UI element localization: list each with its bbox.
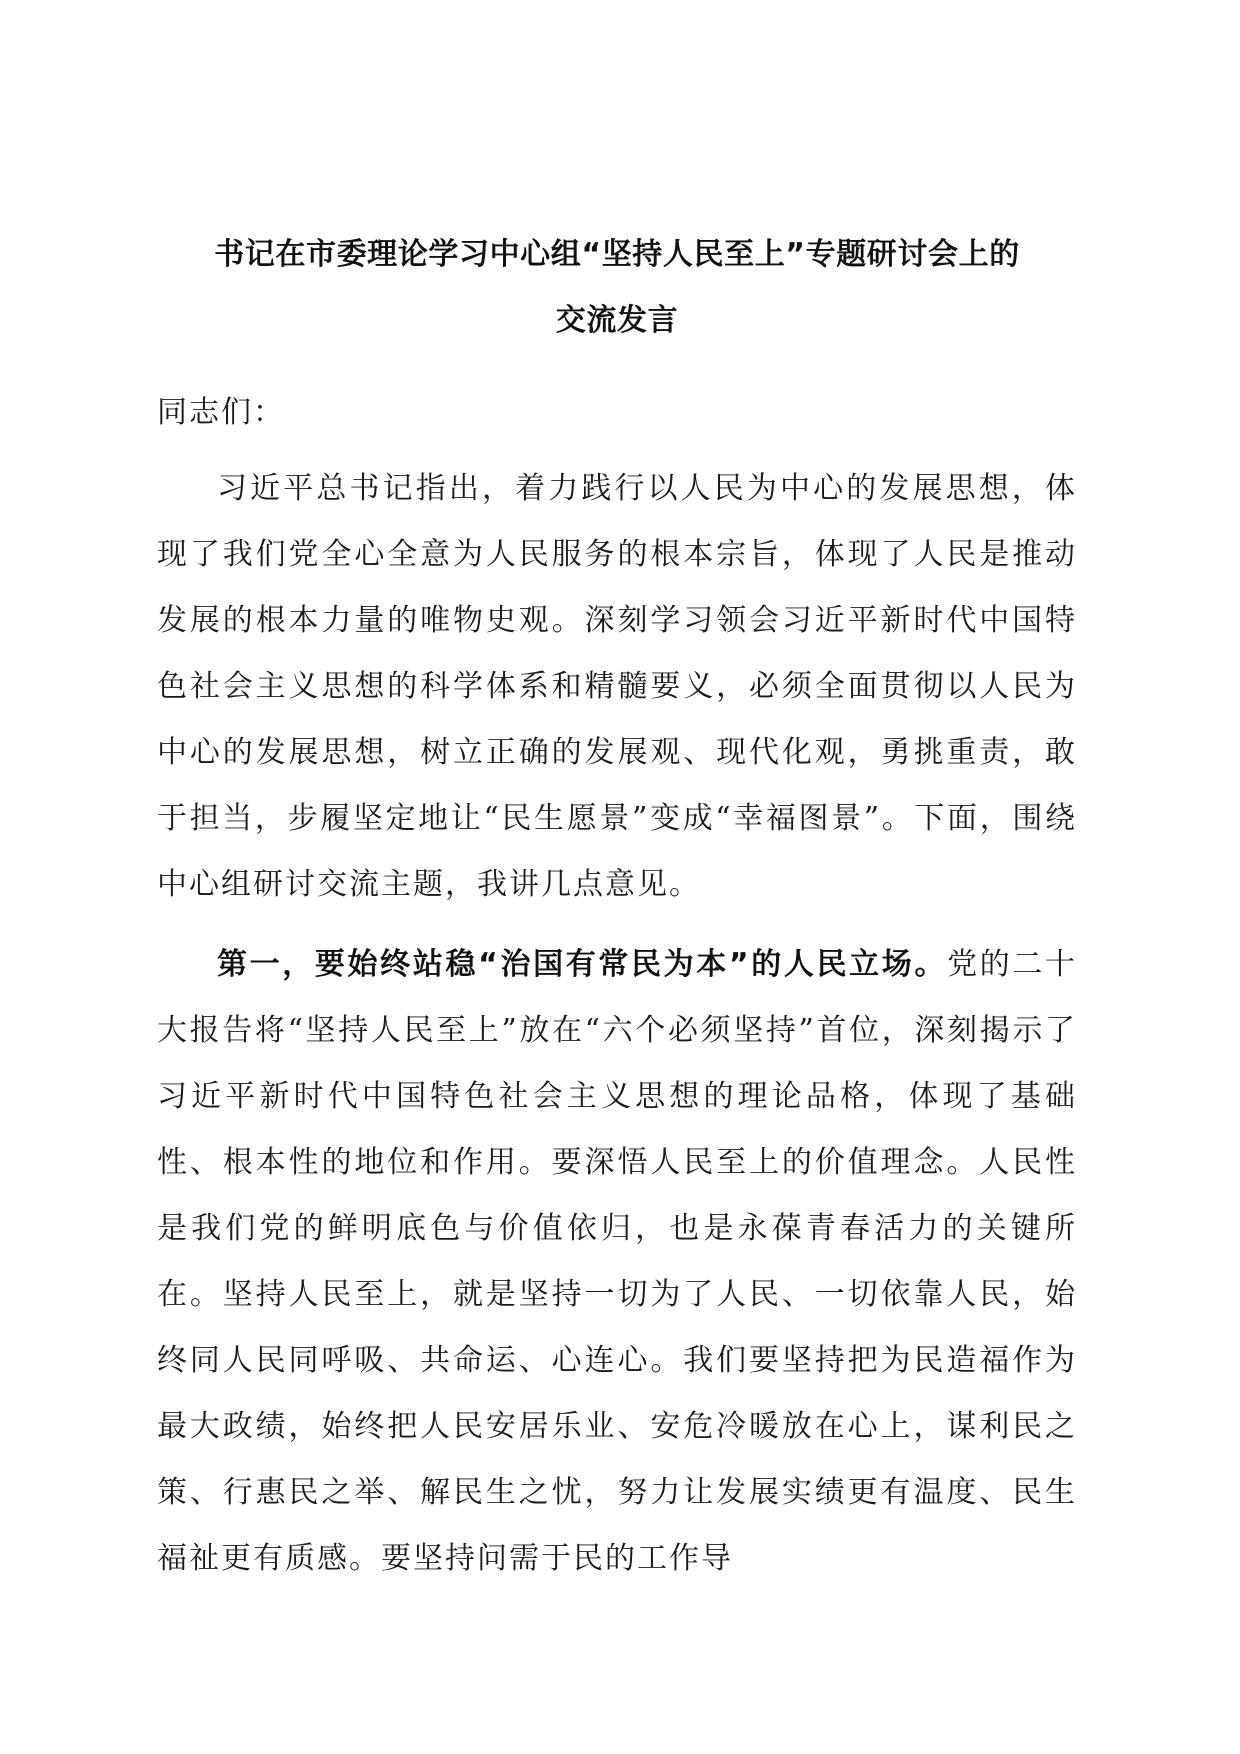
document-title xyxy=(157,222,1077,354)
paragraph-first-point-text: 党的二十大报告将“坚持人民至上”放在“六个必须坚持”首位，深刻揭示了习近平新时代中国特色社会主义思想的理论品格，体现了基础性、根本性的地位和作用。要深悟人民至上的价值理念。人民性是我们党的鲜明底色与价值依归，也是永葆青春活力的关键所在。坚持人民至上，就是坚持一切为了人民、一切依靠人民，始终同人民同呼吸、共命运、心连心。我们要坚持把为民造福作为最大政绩，始终把人民安居乐业、安危冷暖放在心上，谋利民之策、行惠民之举、解民生之忧，努力让发展实绩更有温度、民生福祉更有质感。要坚持问需于民的工作导 xyxy=(157,947,1078,1576)
salutation: 同志们： xyxy=(157,395,285,430)
paragraph-first-point xyxy=(157,932,1077,1592)
paragraph-intro-text: 习近平总书记指出，着力践行以人民为中心的发展思想，体现了我们党全心全意为人民服务的根本宗旨，体现了人民是推动发展的根本力量的唯物史观。深刻学习领会习近平新时代中国特色社会主义思想的科学体系和精髓要义，必须全面贯彻以人民为中心的发展思想，树立正确的发展观、现代化观，勇挑重责，敢于担当，步履坚定地让“民生愿景”变成“幸福图景”。下面，围绕中心组研讨交流主题，我讲几点意见。 xyxy=(157,471,1077,902)
title-line-2: 交流发言 xyxy=(555,303,679,338)
paragraph-first-point-heading: 第一，要始终站稳“治国有常民为本”的人民立场。 xyxy=(217,947,948,982)
paragraph-intro xyxy=(157,456,1077,918)
title-line-1: 书记在市委理论学习中心组“坚持人民至上”专题研讨会上的 xyxy=(214,237,1020,272)
document-page xyxy=(157,222,1077,1592)
